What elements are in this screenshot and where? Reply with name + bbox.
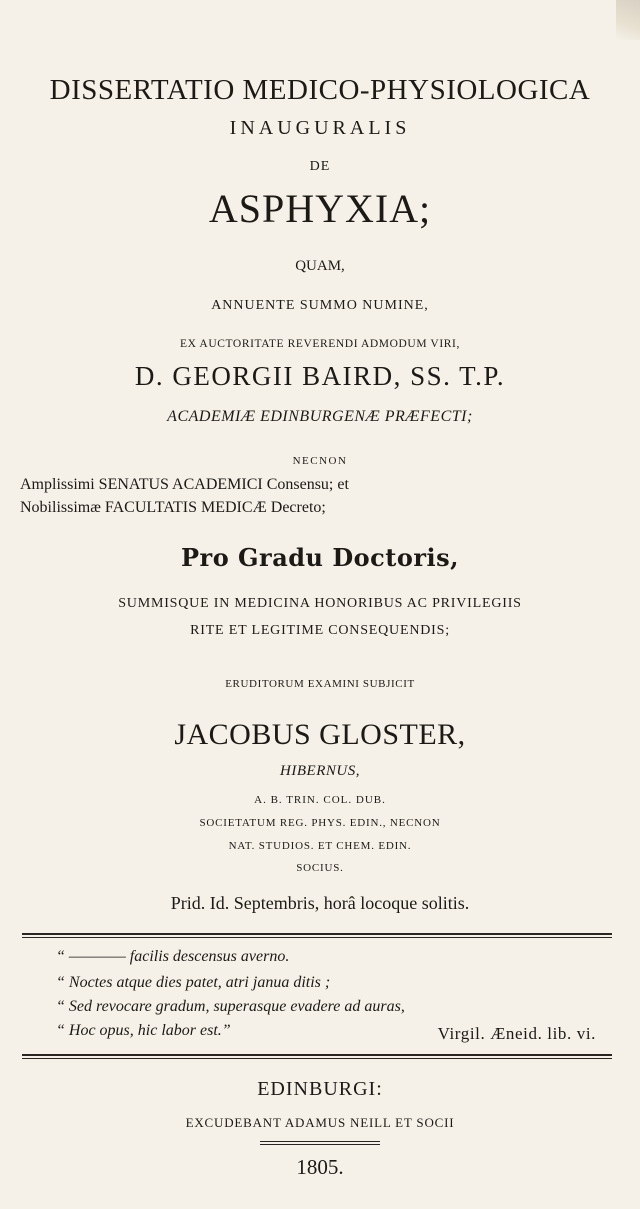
facultas-line: Nobilissimæ FACULTATIS MEDICÆ Decreto; [20,499,326,516]
imprint-rule [260,1141,380,1142]
subject-title: ASPHYXIA; [208,186,432,231]
consequendis-line: RITE ET LEGITIME CONSEQUENDIS; [190,623,450,638]
author-societies-1: SOCIETATUM REG. PHYS. EDIN., NECNON [199,817,441,829]
author-socius: SOCIUS. [296,862,344,874]
epigraph-citation: Virgil. Æneid. lib. vi. [437,1024,596,1043]
subjicit-line: ERUDITORUM EXAMINI SUBJICIT [225,678,415,690]
author-name: JACOBUS GLOSTER, [174,718,466,751]
imprint-city: EDINBURGI: [257,1078,383,1100]
annuente-line: ANNUENTE SUMMO NUMINE, [211,298,429,313]
necnon-line: NECNON [292,455,348,467]
degree-line-blackletter: Pro Gradu Doctoris, [181,543,459,572]
bottom-rule [22,1054,612,1056]
page-corner-stain [616,0,640,40]
epigraph-verse-2: “ Noctes atque dies patet, atri janua ditis ; [56,974,331,991]
principal-office: ACADEMIÆ EDINBURGENÆ PRÆFECTI; [167,408,473,425]
senatus-line: Amplissimi SENATUS ACADEMICI Consensu; et [20,476,349,493]
imprint-rule-lower [260,1144,380,1145]
top-rule [22,933,612,935]
date-line: Prid. Id. Septembris, horâ locoque solitis. [170,893,470,913]
honores-line: SUMMISQUE IN MEDICINA HONORIBUS AC PRIVILEGIIS [118,596,522,611]
bottom-rule-thin [22,1058,612,1059]
quam-line: QUAM, [295,258,345,274]
inauguralis-line: INAUGURALIS [229,117,411,139]
de-line: DE [309,159,331,174]
principal-name: D. GEORGII BAIRD, SS. T.P. [134,361,506,391]
top-rule-thin [22,937,612,938]
epigraph-verse-4: “ Hoc opus, hic labor est.” [56,1022,231,1039]
imprint-printer: EXCUDEBANT ADAMUS NEILL ET SOCII [185,1115,455,1130]
author-origin: HIBERNUS, [280,763,360,779]
imprint-year: 1805. [296,1155,344,1179]
auctoritate-line: EX AUCTORITATE REVERENDI ADMODUM VIRI, [180,338,460,350]
author-societies-2: NAT. STUDIOS. ET CHEM. EDIN. [228,840,412,852]
dissertation-title: DISSERTATIO MEDICO-PHYSIOLOGICA [49,74,591,106]
epigraph-verse-3: “ Sed revocare gradum, superasque evadere ad auras, [56,998,405,1015]
author-degree: A. B. TRIN. COL. DUB. [254,794,386,806]
epigraph-verse-1: “ ———— facilis descensus averno. [56,948,290,965]
